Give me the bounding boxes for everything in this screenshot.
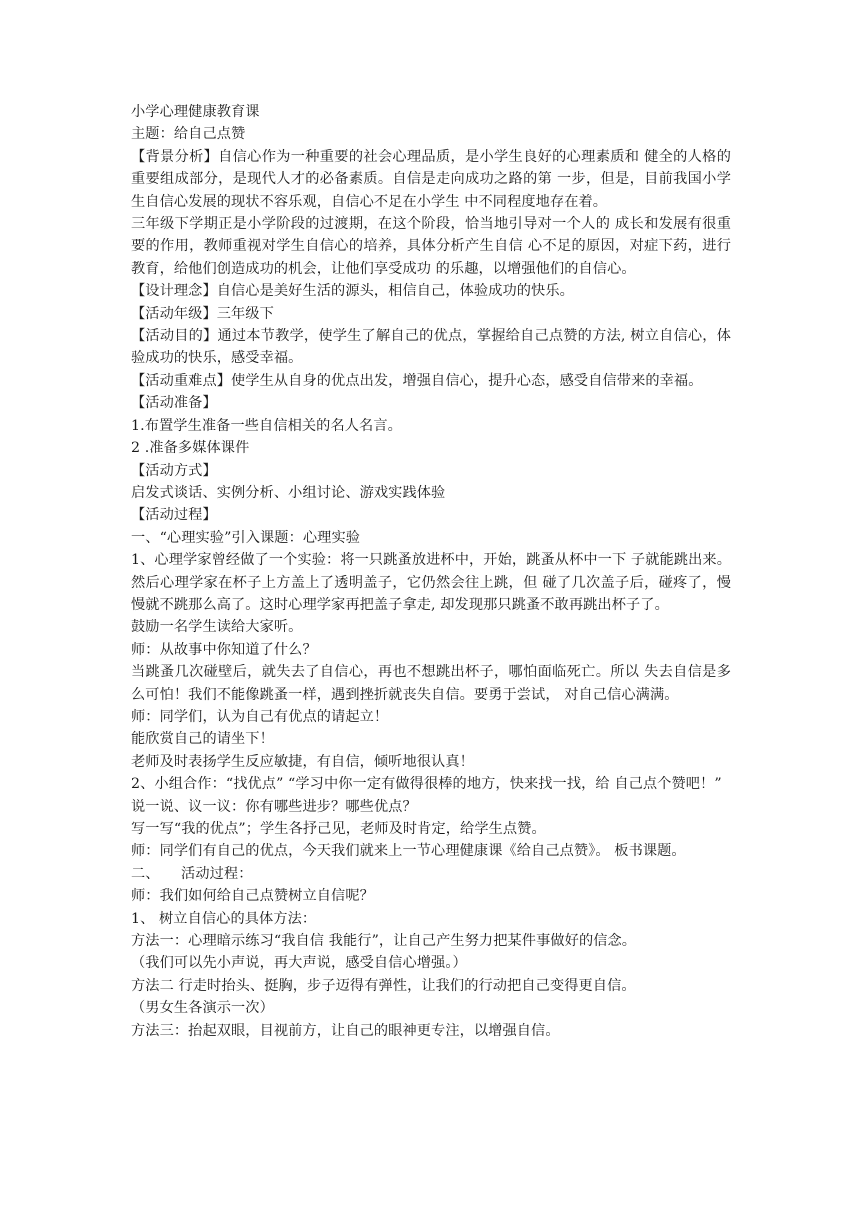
section-1-title: 一、“心理实验”引入课题：心理实验 [131,529,361,546]
background-paragraph-1: 【背景分析】自信心作为一种重要的社会心理品质，是小学生良好的心理素质和 健全的人格的重要组成部分，是现代人才的必备素质。自信是走向成功之路的第 一步，但是，目前我国小学生自信心发展的现状不容乐观，自信心不足在小学生 中不同程度地存在着。 [131,148,731,210]
section-3-subtitle: 1、 树立自信心的具体方法： [131,910,317,927]
section-1-question: 师：从故事中你知道了什么？ [131,641,317,658]
section-1-teacher-line-3: 老师及时表扬学生反应敏捷，有自信，倾听地很认真！ [131,753,474,770]
method-3: 方法三：抬起双眼，目视前方，让自己的眼神更专注，以增强自信。 [131,1022,560,1039]
section-2-writing: 写一写“我的优点”；学生各抒己见，老师及时肯定，给学生点赞。 [131,821,546,837]
preparation-heading: 【活动准备】 [131,395,217,412]
section-2-group-work: 2、小组合作：“找优点” “学习中你一定有做得很棒的地方，快来找一找，给 自己点个赞吧！” [131,776,722,793]
method-text: 启发式谈话、实例分析、小组讨论、游戏实践体验 [131,484,446,501]
section-1-teacher-line-1: 师：同学们，认为自己有优点的请起立！ [131,708,389,725]
section-1-answer: 当跳蚤几次碰壁后，就失去了自信心，再也不想跳出杯子，哪怕面临死亡。所以 失去自信是多么可怕！我们不能像跳蚤一样，遇到挫折就丧失自信。要勇于尝试， 对自己信心满满。 [131,664,731,703]
section-2-teacher: 师：同学们有自己的优点，今天我们就来上一节心理健康课《给自己点赞》。 板书课题。 [131,843,686,860]
preparation-item-1: 1.布置学生准备一些自信相关的名人名言。 [131,417,402,434]
activity-goal: 【活动目的】通过本节教学，使学生了解自己的优点，掌握给自己点赞的方法, 树立自信心，体验成功的快乐，感受幸福。 [131,328,731,367]
section-1-story: 1、心理学家曾经做了一个实验：将一只跳蚤放进杯中，开始，跳蚤从杯中一下 子就能跳出来。然后心理学家在杯子上方盖上了透明盖子，它仍然会往上跳，但 碰了几次盖子后，碰疼了，慢慢就不跳那么高了。这时心理学家再把盖子拿走, 却发现那只跳蚤不敢再跳出杯子了。 [131,552,731,613]
method-1: 方法一：心理暗示练习“我自信 我能行”，让自己产生努力把某件事做好的信念。 [131,933,637,950]
activity-key-points: 【活动重难点】使学生从自身的优点出发，增强自信心，提升心态，感受自信带来的幸福。 [131,372,703,389]
process-heading: 【活动过程】 [131,507,217,524]
preparation-item-2: 2 .准备多媒体课件 [131,440,250,457]
section-3-question: 师：我们如何给自己点赞树立自信呢？ [131,888,374,905]
section-2-discussion: 说一说、议一议：你有哪些进步？哪些优点？ [131,798,417,815]
method-1-note: （我们可以先小声说，再大声说，感受自信心增强。） [131,955,467,972]
activity-grade: 【活动年级】三年级下 [131,305,274,322]
doc-topic: 主题：给自己点赞 [131,126,246,143]
design-concept: 【设计理念】自信心是美好生活的源头，相信自己，体验成功的快乐。 [131,283,574,300]
method-heading: 【活动方式】 [131,462,217,479]
method-2-note: （男女生各演示一次） [131,1000,274,1017]
section-3-title: 二、 活动过程： [131,865,253,882]
section-1-read: 鼓励一名学生读给大家听。 [131,619,303,636]
section-1-teacher-line-2: 能欣赏自己的请坐下！ [131,731,274,748]
background-paragraph-2: 三年级下学期正是小学阶段的过渡期，在这个阶段，恰当地引导对一个人的 成长和发展有很重要的作用，教师重视对学生自信心的培养，具体分析产生自信 心不足的原因，对症下药，进行教育，给他们创造成功的机会，让他们享受成功 的乐趣，以增强他们的自信心。 [131,216,731,277]
doc-title: 小学心理健康教育课 [131,104,260,120]
method-2: 方法二 行走时抬头、挺胸，步子迈得有弹性，让我们的行动把自己变得更自信。 [131,977,636,994]
document-body [131,101,731,1042]
